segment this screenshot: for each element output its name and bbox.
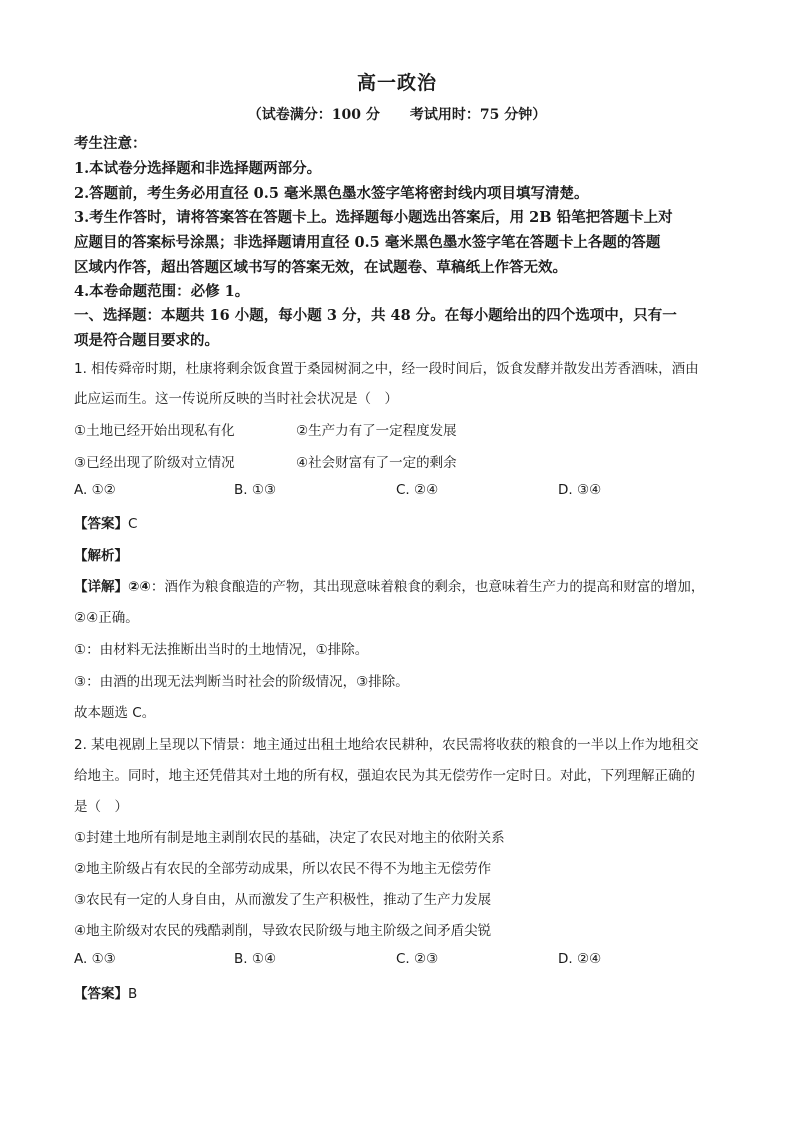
q2-statement-3: ③农民有一定的人身自由，从而激发了生产积极性，推动了生产力发展: [74, 892, 492, 908]
answer-value: B: [128, 986, 138, 1002]
q1-answer: [74, 512, 734, 532]
page-title: 高一政治: [356, 72, 437, 94]
q2-stem-cont: 给地主。同时，地主还凭借其对土地的所有权，强迫农民为其无偿劳作一定时日。对此，下列理解正确的: [74, 768, 695, 784]
analysis-tag: 【解析】: [74, 548, 128, 564]
q1-stem: 1. 相传舜帝时期，杜康将剩余饭食置于桑园树洞之中，经一段时间后，饭食发酵并散发出芳香酒味，酒由: [74, 361, 699, 377]
exam-score: （试卷满分：100 分: [247, 107, 380, 123]
q2-stem: 2. 某电视剧上呈现以下情景：地主通过出租土地给农民耕种，农民需将收获的粮食的一半以上作为地租交: [74, 737, 699, 753]
q2-answer: [74, 982, 734, 1002]
q2-option-b: B. ①④: [234, 951, 277, 967]
q1-detail-4: ③：由酒的出现无法判断当时社会的阶级情况，③排除。: [74, 674, 409, 690]
q1-analysis-tag: [74, 544, 734, 564]
q1-option-c: C. ②④: [396, 482, 439, 498]
q1-detail-3: ①：由材料无法推断出当时的土地情况，①排除。: [74, 642, 369, 658]
q1-option-b: B. ①③: [234, 482, 277, 498]
section-heading: 一、选择题：本题共 16 小题，每小题 3 分，共 48 分。在每小题给出的四个选项中，只有一: [74, 307, 677, 324]
notice-item-2: 2.答题前，考生务必用直径 0.5 毫米黑色墨水签字笔将密封线内项目填写清楚。: [74, 185, 589, 202]
notice-item-3: 3.考生作答时，请将答案答在答题卡上。选择题每小题选出答案后，用 2B 铅笔把答题卡上对: [74, 209, 673, 226]
notice-item-4: 4.本卷命题范围：必修 1。: [74, 283, 250, 300]
q1-statement-4: ④社会财富有了一定的剩余: [296, 455, 457, 471]
section-heading-cont: 项是符合题目要求的。: [74, 332, 219, 349]
q2-option-a: A. ①③: [74, 951, 116, 967]
answer-tag: 【答案】: [74, 986, 128, 1002]
q1-statement-3: ③已经出现了阶级对立情况: [74, 455, 235, 471]
q1-statement-1: ①土地已经开始出现私有化: [74, 423, 235, 439]
detail-nums: ②④: [128, 579, 151, 595]
q1-detail-cont: ②④正确。: [74, 610, 139, 626]
q1-option-d: D. ③④: [558, 482, 602, 498]
q2-statement-2: ②地主阶级占有农民的全部劳动成果，所以农民不得不为地主无偿劳作: [74, 861, 492, 877]
detail-text: ：酒作为粮食酿造的产物，其出现意味着粮食的剩余，也意味着生产力的提高和财富的增加，: [150, 579, 705, 595]
answer-value: C: [128, 516, 138, 532]
detail-tag: 【详解】: [74, 579, 128, 595]
q2-option-c: C. ②③: [396, 951, 439, 967]
notice-item-1: 1.本试卷分选择题和非选择题两部分。: [74, 160, 322, 177]
exam-info: [0, 104, 794, 124]
notice-item-3-cont2: 区域内作答，超出答题区域书写的答案无效，在试题卷、草稿纸上作答无效。: [74, 259, 567, 276]
exam-time: 考试用时：75 分钟）: [409, 107, 547, 123]
notice-item-3-cont: 应题目的答案标号涂黑；非选择题请用直径 0.5 毫米黑色墨水签字笔在答题卡上各题的答题: [74, 234, 661, 251]
answer-tag: 【答案】: [74, 516, 128, 532]
q2-statement-1: ①封建土地所有制是地主剥削农民的基础，决定了农民对地主的依附关系: [74, 830, 505, 846]
q2-option-d: D. ②④: [558, 951, 602, 967]
q2-stem-cont2: 是（ ）: [74, 799, 128, 815]
q1-detail: [74, 575, 734, 595]
notice-heading: 考生注意：: [74, 135, 147, 152]
q1-stem-cont: 此应运而生。这一传说所反映的当时社会状况是（ ）: [74, 391, 398, 407]
q2-statement-4: ④地主阶级对农民的残酷剥削，导致农民阶级与地主阶级之间矛盾尖锐: [74, 923, 492, 939]
q1-option-a: A. ①②: [74, 482, 116, 498]
q1-conclusion: 故本题选 C。: [74, 705, 156, 721]
q1-statement-2: ②生产力有了一定程度发展: [296, 423, 457, 439]
